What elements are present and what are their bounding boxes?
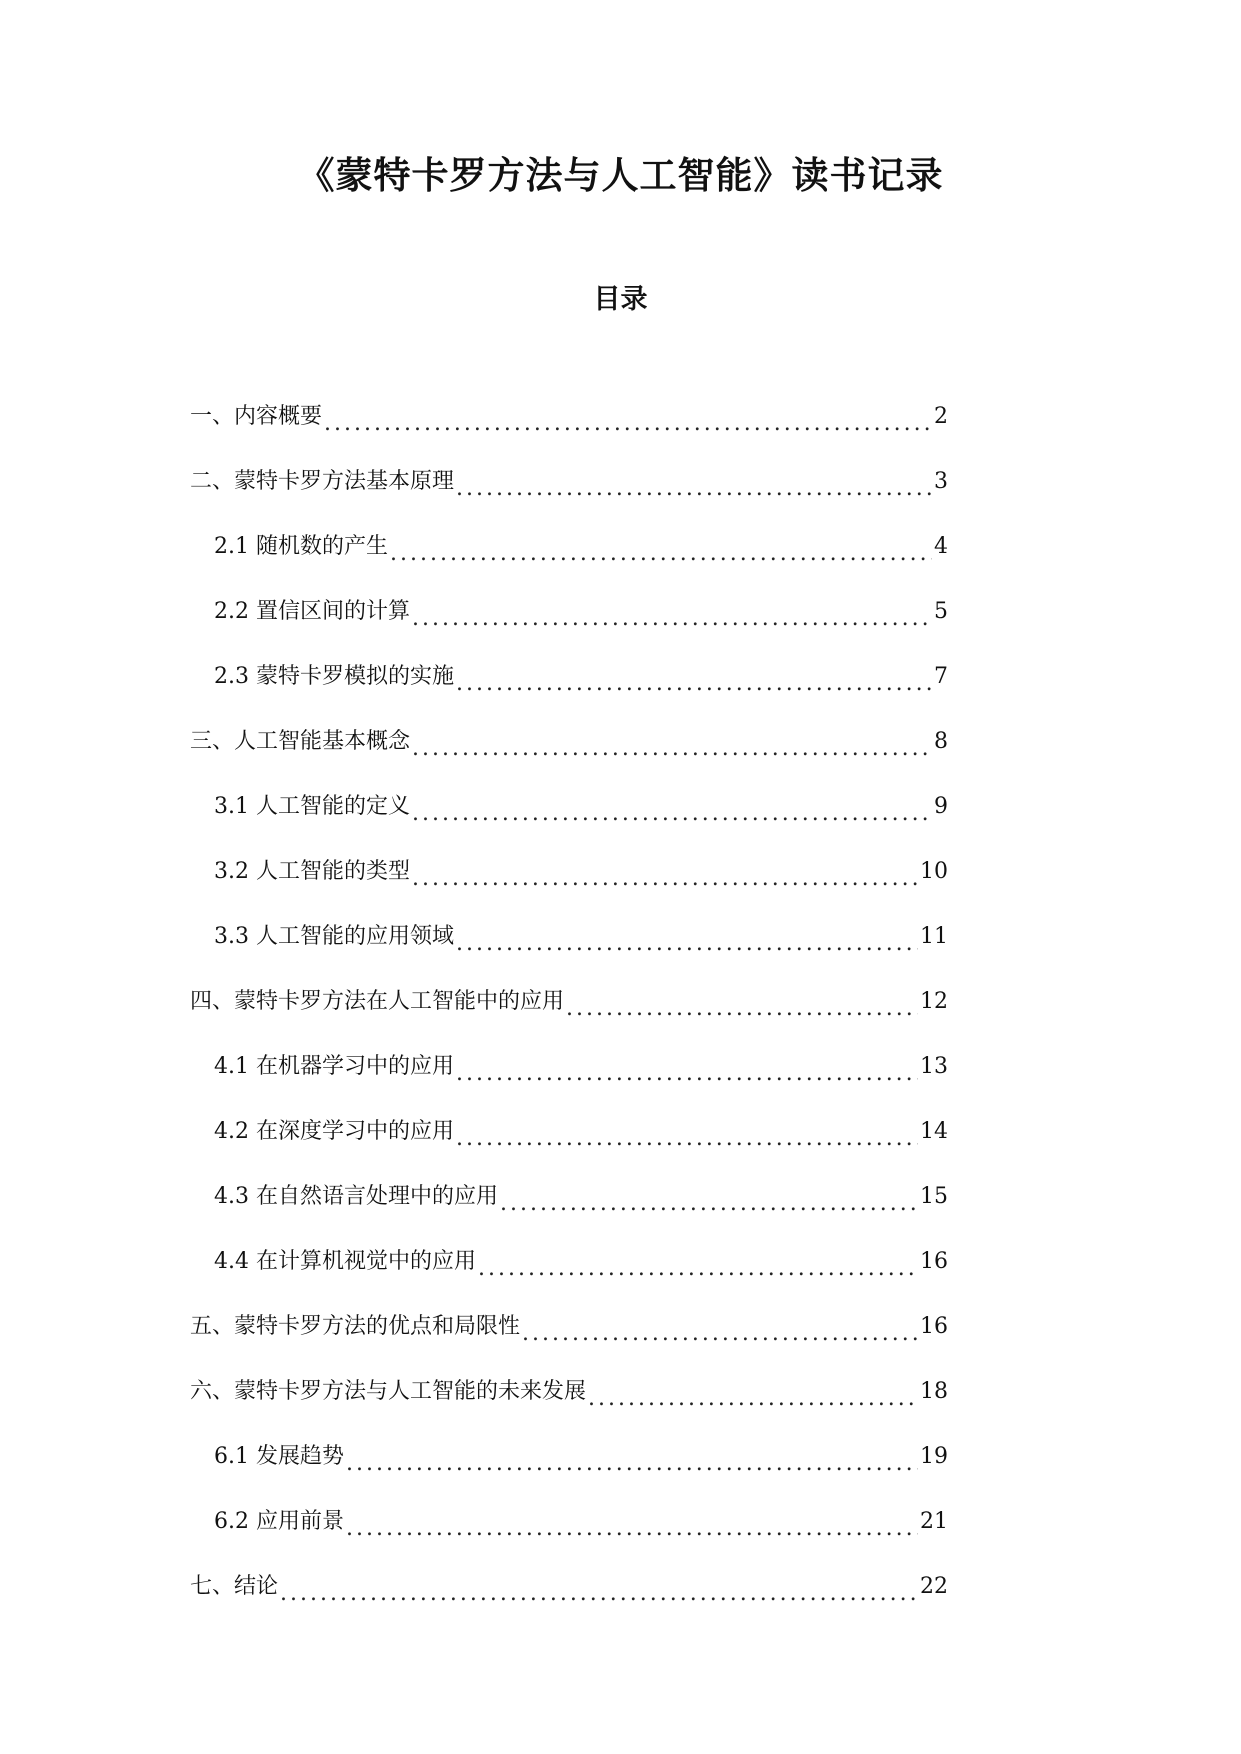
toc-entry[interactable] [190, 1164, 948, 1229]
toc-entry[interactable] [190, 579, 948, 644]
toc-entry[interactable] [190, 384, 948, 449]
toc-entry-label: 一、内容概要 [190, 403, 323, 429]
toc-entry-page-number: 21 [920, 1508, 948, 1534]
toc-dot-leader [456, 675, 932, 709]
toc-entry[interactable] [190, 449, 948, 514]
toc-entry[interactable] [190, 1489, 948, 1554]
toc-entry-label: 四、蒙特卡罗方法在人工智能中的应用 [190, 988, 565, 1014]
toc-entry-label: 2.3 蒙特卡罗模拟的实施 [214, 663, 454, 689]
toc-entry[interactable] [190, 514, 948, 579]
toc-entry-label: 3.3 人工智能的应用领域 [214, 923, 454, 949]
toc-entry[interactable] [190, 774, 948, 839]
toc-entry-page-number: 11 [920, 923, 948, 949]
toc-entry-page-number: 16 [920, 1248, 948, 1274]
toc-dot-leader [566, 1000, 918, 1034]
toc-entry-page-number: 3 [934, 468, 948, 494]
toc-entry[interactable] [190, 1554, 948, 1619]
toc-dot-leader [478, 1260, 918, 1294]
toc-entry[interactable] [190, 644, 948, 709]
toc-entry-page-number: 10 [920, 858, 948, 884]
toc-entry-page-number: 15 [920, 1183, 948, 1209]
toc-entry-label: 4.1 在机器学习中的应用 [214, 1053, 454, 1079]
toc-dot-leader [500, 1195, 918, 1229]
toc-entry-page-number: 14 [920, 1118, 948, 1144]
toc-entry-label: 2.2 置信区间的计算 [214, 598, 410, 624]
toc-entry[interactable] [190, 709, 948, 774]
toc-entry-label: 三、人工智能基本概念 [190, 728, 411, 754]
toc-entry[interactable] [190, 1099, 948, 1164]
toc-dot-leader [456, 1065, 918, 1099]
toc-entry[interactable] [190, 1424, 948, 1489]
toc-heading: 目录 [593, 284, 648, 315]
toc-entry-label: 五、蒙特卡罗方法的优点和局限性 [190, 1313, 521, 1339]
toc-entry-page-number: 7 [934, 663, 948, 689]
toc-entry-label: 4.2 在深度学习中的应用 [214, 1118, 454, 1144]
toc-entry-page-number: 22 [920, 1573, 948, 1599]
toc-entry-page-number: 19 [920, 1443, 948, 1469]
toc-dot-leader [412, 870, 918, 904]
toc-entry-label: 七、结论 [190, 1573, 279, 1599]
toc-entry[interactable] [190, 904, 948, 969]
toc-entry-label: 4.3 在自然语言处理中的应用 [214, 1183, 498, 1209]
toc-entry[interactable] [190, 1229, 948, 1294]
toc-entry-page-number: 5 [934, 598, 948, 624]
toc-entry[interactable] [190, 839, 948, 904]
toc-dot-leader [588, 1390, 918, 1424]
toc-entry-label: 6.1 发展趋势 [214, 1443, 344, 1469]
toc-entry-label: 3.2 人工智能的类型 [214, 858, 410, 884]
toc-dot-leader [412, 610, 932, 644]
toc-entry-page-number: 9 [934, 793, 948, 819]
toc-entry[interactable] [190, 1034, 948, 1099]
toc-dot-leader [412, 740, 932, 774]
toc-entry-label: 3.1 人工智能的定义 [214, 793, 410, 819]
document-title: 《蒙特卡罗方法与人工智能》读书记录 [297, 154, 944, 197]
table-of-contents [190, 384, 948, 1619]
toc-entry-page-number: 4 [934, 533, 948, 559]
toc-dot-leader [390, 545, 932, 579]
toc-dot-leader [456, 480, 932, 514]
toc-entry[interactable] [190, 1359, 948, 1424]
toc-dot-leader [522, 1325, 918, 1359]
toc-dot-leader [456, 1130, 918, 1164]
toc-dot-leader [280, 1585, 918, 1619]
toc-entry-page-number: 12 [920, 988, 948, 1014]
toc-entry-label: 二、蒙特卡罗方法基本原理 [190, 468, 455, 494]
toc-entry-label: 4.4 在计算机视觉中的应用 [214, 1248, 476, 1274]
toc-entry[interactable] [190, 969, 948, 1034]
toc-entry-label: 2.1 随机数的产生 [214, 533, 388, 559]
toc-entry-label: 六、蒙特卡罗方法与人工智能的未来发展 [190, 1378, 587, 1404]
toc-entry-label: 6.2 应用前景 [214, 1508, 344, 1534]
toc-dot-leader [412, 805, 932, 839]
toc-dot-leader [346, 1455, 918, 1489]
toc-entry-page-number: 16 [920, 1313, 948, 1339]
toc-entry-page-number: 8 [934, 728, 948, 754]
toc-entry[interactable] [190, 1294, 948, 1359]
toc-entry-page-number: 2 [934, 403, 948, 429]
toc-entry-page-number: 13 [920, 1053, 948, 1079]
toc-dot-leader [456, 935, 918, 969]
toc-entry-page-number: 18 [920, 1378, 948, 1404]
toc-dot-leader [324, 415, 932, 449]
toc-dot-leader [346, 1520, 918, 1554]
